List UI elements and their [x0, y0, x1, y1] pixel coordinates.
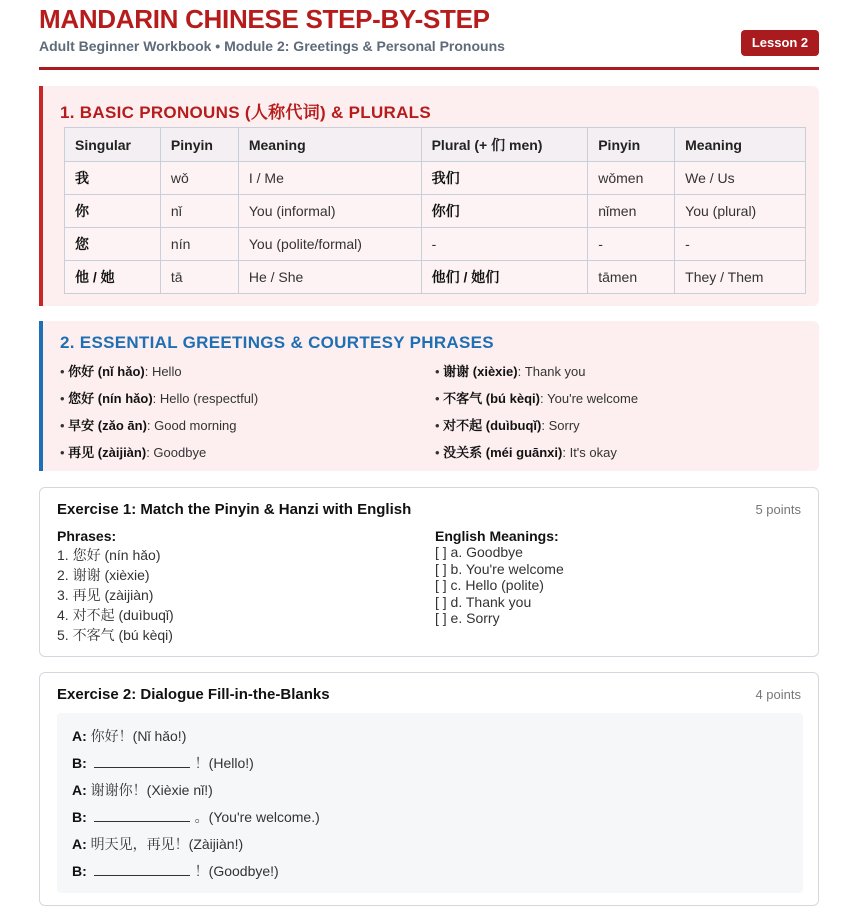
answer-blank[interactable]	[94, 864, 190, 876]
table-row	[65, 195, 806, 228]
exercise-1-title: Exercise 1: Match the Pinyin & Hanzi with English	[57, 501, 412, 518]
phrase-meaning: : Goodbye	[146, 445, 207, 460]
phrase-term: 没关系 (méi guānxi)	[443, 445, 563, 460]
dialogue-line	[72, 726, 186, 746]
phrase-item: • 对不起 (duìbuqǐ): Sorry	[435, 418, 580, 433]
phrase-term: 对不起 (duìbuqǐ)	[443, 418, 542, 433]
column-header: Meaning	[238, 128, 421, 162]
speaker-label: A:	[72, 728, 87, 744]
dialogue-text: 谢谢你！(Xièxie nǐ!)	[90, 782, 213, 798]
phrase-term: 早安 (zǎo ān)	[68, 418, 147, 433]
dialogue-text: ！(Hello!)	[194, 755, 254, 771]
table-header-row	[65, 128, 806, 162]
phrase-item: • 您好 (nín hǎo): Hello (respectful)	[60, 391, 259, 406]
table-row	[65, 228, 806, 261]
dialogue-box	[57, 713, 803, 893]
table-cell: wǒmen	[588, 162, 675, 195]
meaning-option[interactable]: [ ] d. Thank you	[435, 594, 532, 610]
exercise-2-title: Exercise 2: Dialogue Fill-in-the-Blanks	[57, 686, 330, 703]
meaning-option[interactable]: [ ] b. You're welcome	[435, 561, 564, 577]
table-cell: -	[421, 228, 588, 261]
phrase-item: • 再见 (zàijiàn): Goodbye	[60, 445, 207, 460]
speaker-label: A:	[72, 782, 87, 798]
lesson-badge: Lesson 2	[741, 30, 819, 56]
phrase-term: 再见 (zàijiàn)	[68, 445, 147, 460]
dialogue-text: ！(Goodbye!)	[194, 863, 279, 879]
speaker-label: B:	[72, 809, 87, 825]
table-cell: You (plural)	[675, 195, 806, 228]
phrase-meaning: : Hello	[144, 364, 182, 379]
table-cell: wǒ	[160, 162, 238, 195]
dialogue-line	[72, 807, 320, 827]
exercise-phrase: 4. 对不起 (duìbuqǐ)	[57, 607, 174, 623]
answer-blank[interactable]	[94, 756, 190, 768]
column-header: Plural (+ 们 men)	[421, 128, 588, 162]
phrase-term: 不客气 (bú kèqi)	[443, 391, 540, 406]
dialogue-text: 你好！(Nǐ hǎo!)	[90, 728, 187, 744]
meaning-option[interactable]: [ ] e. Sorry	[435, 610, 500, 626]
table-cell: I / Me	[238, 162, 421, 195]
phrase-item: • 谢谢 (xièxie): Thank you	[435, 364, 586, 379]
speaker-label: B:	[72, 863, 87, 879]
pronouns-table	[64, 127, 806, 294]
meaning-option[interactable]: [ ] a. Goodbye	[435, 544, 523, 560]
page-title: MANDARIN CHINESE STEP-BY-STEP	[39, 4, 490, 34]
column-header: Pinyin	[588, 128, 675, 162]
table-cell: You (informal)	[238, 195, 421, 228]
phrase-item: • 你好 (nǐ hǎo): Hello	[60, 364, 182, 379]
phrase-item: • 没关系 (méi guānxi): It's okay	[435, 445, 617, 460]
table-cell: You (polite/formal)	[238, 228, 421, 261]
answer-blank[interactable]	[94, 810, 190, 822]
column-header: Meaning	[675, 128, 806, 162]
page-subtitle: Adult Beginner Workbook • Module 2: Greetings & Personal Pronouns	[39, 38, 505, 54]
phrase-item: • 不客气 (bú kèqi): You're welcome	[435, 391, 639, 406]
table-cell: -	[588, 228, 675, 261]
dialogue-text: 明天见，再见！(Zàijiàn!)	[90, 836, 244, 852]
dialogue-line	[72, 753, 254, 773]
dialogue-text: 。(You're welcome.)	[194, 809, 320, 825]
phrase-term: 谢谢 (xièxie)	[443, 364, 518, 379]
table-cell: nǐ	[160, 195, 238, 228]
phrase-meaning: : You're welcome	[539, 391, 639, 406]
phrase-term: 你好 (nǐ hǎo)	[68, 364, 145, 379]
exercise-phrase: 5. 不客气 (bú kèqi)	[57, 627, 173, 643]
dialogue-line	[72, 861, 279, 881]
speaker-label: B:	[72, 755, 87, 771]
table-row	[65, 261, 806, 294]
table-cell: nín	[160, 228, 238, 261]
column-header: Pinyin	[160, 128, 238, 162]
table-cell: nǐmen	[588, 195, 675, 228]
table-cell: They / Them	[675, 261, 806, 294]
table-cell: 我	[65, 162, 161, 195]
phrase-meaning: : It's okay	[562, 445, 617, 460]
table-cell: We / Us	[675, 162, 806, 195]
meaning-option[interactable]: [ ] c. Hello (polite)	[435, 577, 544, 593]
exercise-phrase: 1. 您好 (nín hǎo)	[57, 547, 161, 563]
table-cell: He / She	[238, 261, 421, 294]
phrase-meaning: : Sorry	[541, 418, 580, 433]
speaker-label: A:	[72, 836, 87, 852]
meanings-heading: English Meanings:	[435, 528, 559, 544]
table-cell: 我们	[421, 162, 588, 195]
exercise-phrase: 3. 再见 (zàijiàn)	[57, 587, 154, 603]
exercise-2-card	[39, 672, 819, 906]
table-cell: 你	[65, 195, 161, 228]
phrase-term: 您好 (nín hǎo)	[68, 391, 153, 406]
exercise-2-points: 4 points	[755, 687, 801, 702]
greetings-section	[39, 321, 819, 471]
phrase-meaning: : Good morning	[146, 418, 237, 433]
phrase-meaning: : Hello (respectful)	[152, 391, 259, 406]
exercise-1-card	[39, 487, 819, 657]
table-cell: tā	[160, 261, 238, 294]
exercise-phrase: 2. 谢谢 (xièxie)	[57, 567, 150, 583]
table-cell: tāmen	[588, 261, 675, 294]
table-cell: 他们 / 她们	[421, 261, 588, 294]
table-cell: 你们	[421, 195, 588, 228]
table-cell: 他 / 她	[65, 261, 161, 294]
table-cell: 您	[65, 228, 161, 261]
pronouns-section-title: 1. BASIC PRONOUNS (人称代词) & PLURALS	[60, 103, 431, 122]
page-header	[39, 4, 819, 70]
dialogue-line	[72, 834, 243, 854]
pronouns-section	[39, 86, 819, 306]
dialogue-line	[72, 780, 213, 800]
column-header: Singular	[65, 128, 161, 162]
table-row	[65, 162, 806, 195]
exercise-1-points: 5 points	[755, 502, 801, 517]
table-cell: -	[675, 228, 806, 261]
phrase-item: • 早安 (zǎo ān): Good morning	[60, 418, 237, 433]
phrase-meaning: : Thank you	[517, 364, 586, 379]
phrases-heading: Phrases:	[57, 528, 117, 544]
greetings-section-title: 2. ESSENTIAL GREETINGS & COURTESY PHRASES	[60, 333, 494, 352]
